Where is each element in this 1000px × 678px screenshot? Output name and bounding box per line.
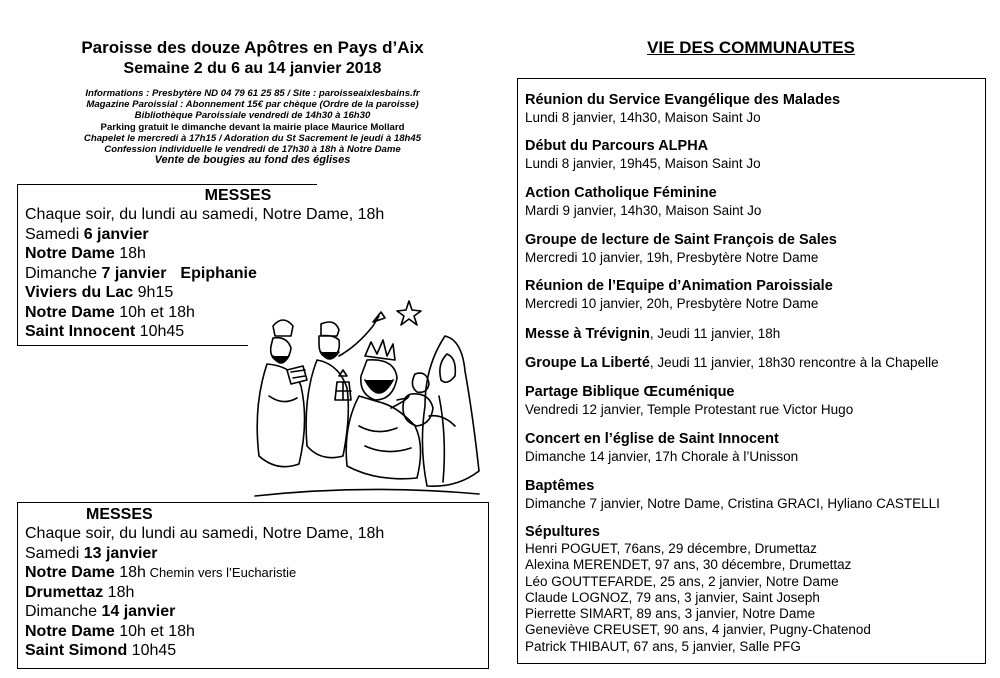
masses-line (25, 225, 317, 245)
event-item (525, 354, 980, 372)
event-title: Groupe de lecture de Saint François de Sales (525, 232, 837, 248)
event-detail: Dimanche 14 janvier, 17h Chorale à l’Unisson (525, 449, 799, 464)
event-detail: Mercredi 10 janvier, 19h, Presbytère Notre Dame (525, 250, 819, 265)
mass-time: 18h (114, 564, 146, 581)
info-line: Vente de bougies au fond des églises (154, 154, 351, 167)
funeral-entry: Geneviève CREUSET, 90 ans, 4 janvier, Pugny-Chatenod (525, 622, 871, 638)
mass-time: 10h et 18h (114, 622, 195, 640)
event-detail: Vendredi 12 janvier, Temple Protestant rue Victor Hugo (525, 402, 854, 417)
day-date: 13 janvier (83, 544, 158, 562)
mass-time: 10h45 (135, 323, 185, 340)
mass-note: Chemin vers l’Eucharistie (145, 565, 297, 580)
event-title: Concert en l’église de Saint Innocent (525, 431, 779, 447)
masses-daily: Chaque soir, du lundi au samedi, Notre Dame, 18h (25, 525, 385, 542)
event-item (525, 91, 980, 126)
day-label: Samedi (25, 225, 84, 243)
event-item (525, 383, 980, 418)
info-line: Informations : Presbytère ND 04 79 61 25 85 / Site : paroisseaixlesbains.fr (85, 88, 420, 99)
event-item (525, 231, 980, 266)
masses-line (25, 622, 488, 642)
funerals-title: Sépultures (525, 524, 600, 540)
funeral-entry: Patrick THIBAUT, 67 ans, 5 janvier, Salle PFG (525, 638, 801, 654)
day-label: Dimanche (25, 603, 102, 620)
event-item (525, 277, 980, 312)
church-name: Saint Simond (25, 642, 128, 659)
masses-line (25, 602, 488, 622)
mass-time: 9h15 (133, 284, 174, 301)
event-title: Action Catholique Féminine (525, 185, 717, 201)
feast-name: Epiphanie (180, 264, 257, 282)
event-detail: , Jeudi 11 janvier, 18h30 rencontre à la Chapelle (649, 355, 939, 370)
event-title: Partage Biblique Œcuménique (525, 384, 735, 400)
funeral-entry: Henri POGUET, 76ans, 29 décembre, Drumettaz (525, 541, 817, 556)
event-item (525, 184, 980, 219)
event-detail: Mardi 9 janvier, 14h30, Maison Saint Jo (525, 203, 762, 218)
info-block (20, 88, 485, 166)
masses-line (25, 264, 317, 284)
church-name: Notre Dame (25, 245, 115, 262)
day-label: Samedi (25, 544, 84, 562)
week-heading: Semaine 2 du 6 au 14 janvier 2018 (123, 60, 382, 77)
event-item (525, 137, 980, 172)
parish-title: Paroisse des douze Apôtres en Pays d’Aix (81, 38, 424, 57)
funeral-entry: Alexina MERENDET, 97 ans, 30 décembre, Drumettaz (525, 557, 852, 573)
masses-title: MESSES (204, 187, 272, 204)
day-date: 14 janvier (101, 603, 176, 620)
church-name: Drumettaz (25, 583, 104, 601)
event-title: Réunion de l’Equipe d’Animation Paroissiale (525, 278, 833, 294)
event-title: Réunion du Service Evangélique des Malades (525, 92, 841, 108)
funerals-list (525, 523, 980, 655)
event-title: Début du Parcours ALPHA (525, 138, 709, 154)
day-date: 6 janvier (83, 225, 149, 243)
event-title: Groupe La Liberté (525, 355, 650, 371)
event-detail: Lundi 8 janvier, 14h30, Maison Saint Jo (525, 110, 761, 125)
mass-time: 10h45 (127, 642, 177, 659)
event-detail: , Jeudi 11 janvier, 18h (649, 326, 781, 341)
nativity-magi-drawing-icon (247, 296, 487, 506)
event-detail: Mercredi 10 janvier, 20h, Presbytère Notre Dame (525, 296, 819, 311)
info-line: Bibliothèque Paroissiale vendredi de 14h30 à 16h30 (134, 110, 371, 122)
info-line: Parking gratuit le dimanche devant la mairie place Maurice Mollard (100, 121, 405, 133)
day-label: Dimanche (25, 264, 102, 282)
church-name: Viviers du Lac (25, 284, 134, 301)
event-detail: Dimanche 7 janvier, Notre Dame, Cristina GRACI, Hyliano CASTELLI (525, 496, 940, 511)
day-date: 7 janvier (101, 264, 167, 282)
church-name: Notre Dame (25, 564, 115, 581)
mass-time: 18h (103, 583, 135, 601)
info-line: Magazine Paroissial : Abonnement 15€ par chèque (Ordre de la paroisse) (86, 99, 419, 111)
church-name: Notre Dame (25, 622, 115, 640)
masses-line (25, 544, 488, 564)
info-line: Confession individuelle le vendredi de 17h30 à 18h à Notre Dame (104, 144, 401, 156)
masses-line (25, 563, 488, 583)
event-item (525, 477, 980, 512)
masses-title: MESSES (86, 506, 153, 523)
masses-line (25, 244, 317, 264)
event-detail: Lundi 8 janvier, 19h45, Maison Saint Jo (525, 156, 761, 171)
funeral-entry: Léo GOUTTEFARDE, 25 ans, 2 janvier, Notre Dame (525, 573, 839, 589)
mass-time: 18h (114, 245, 146, 262)
community-title: VIE DES COMMUNAUTES (647, 38, 855, 57)
masses-box-week2 (17, 502, 489, 669)
funeral-entry: Claude LOGNOZ, 79 ans, 3 janvier, Saint Joseph (525, 589, 820, 605)
funeral-entry: Pierrette SIMART, 89 ans, 3 janvier, Notre Dame (525, 606, 816, 622)
info-line: Chapelet le mercredi à 17h15 / Adoration du St Sacrement le jeudi à 18h45 (83, 132, 422, 144)
church-name: Saint Innocent (25, 323, 136, 340)
church-name: Notre Dame (25, 303, 115, 321)
masses-line (25, 641, 488, 661)
event-item (525, 325, 980, 343)
masses-daily: Chaque soir, du lundi au samedi, Notre Dame, 18h (25, 206, 385, 223)
event-title: Baptêmes (525, 478, 595, 494)
event-title: Messe à Trévignin (525, 326, 650, 342)
masses-line (25, 583, 488, 603)
community-box (517, 78, 986, 664)
event-item (525, 430, 980, 465)
mass-time: 10h et 18h (114, 303, 195, 321)
